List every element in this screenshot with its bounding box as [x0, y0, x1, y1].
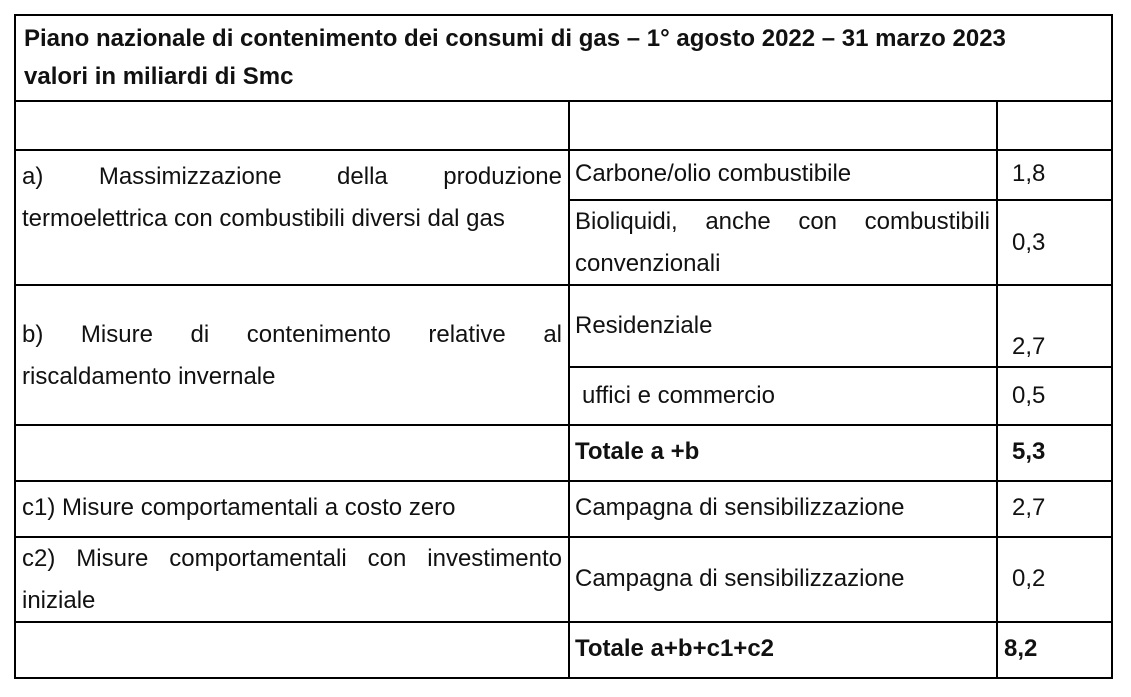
measure-a-text: a) Massimizzazione della produzione termoelettrica con combustibili diversi dal gas [22, 163, 562, 232]
total-ab-label: Totale a +b [575, 438, 700, 465]
measure-c2-text: c2) Misure comportamentali con investimento iniziale [22, 545, 562, 614]
gas-consumption-table [14, 14, 1113, 679]
divider [16, 100, 1111, 102]
measure-b [22, 314, 562, 398]
total-all-label: Totale a+b+c1+c2 [575, 635, 775, 662]
total-all-value: 8,2 [1004, 635, 1038, 662]
item-label: Carbone/olio combustibile [575, 160, 852, 187]
measure-a [22, 156, 562, 240]
item-label: uffici e commercio [582, 382, 775, 409]
table-title: Piano nazionale di contenimento dei consumi di gas – 1° agosto 2022 – 31 marzo 2023 [24, 25, 1006, 52]
measure-c1: c1) Misure comportamentali a costo zero [22, 494, 456, 521]
table-header [24, 20, 1104, 96]
item-value: 0,3 [1012, 229, 1046, 256]
item-value: 2,7 [1012, 494, 1046, 521]
divider [16, 149, 1111, 151]
divider [568, 100, 570, 677]
measure-b-text: b) Misure di contenimento relative al riscaldamento invernale [22, 321, 562, 390]
total-ab-value: 5,3 [1012, 438, 1046, 465]
item-value: 0,2 [1012, 565, 1046, 592]
item-value: 1,8 [1012, 160, 1046, 187]
divider [996, 100, 998, 677]
item-label: Campagna di sensibilizzazione [575, 565, 905, 592]
item-label: Campagna di sensibilizzazione [575, 494, 905, 521]
divider [16, 480, 1111, 482]
item-label: Bioliquidi, anche con combustibili convenzionali [575, 208, 990, 277]
table-subtitle: valori in miliardi di Smc [24, 63, 294, 90]
measure-c2 [22, 538, 562, 622]
item-value: 2,7 [1012, 333, 1046, 360]
item-label: Residenziale [575, 312, 713, 339]
divider [16, 424, 1111, 426]
item-value: 0,5 [1012, 382, 1046, 409]
